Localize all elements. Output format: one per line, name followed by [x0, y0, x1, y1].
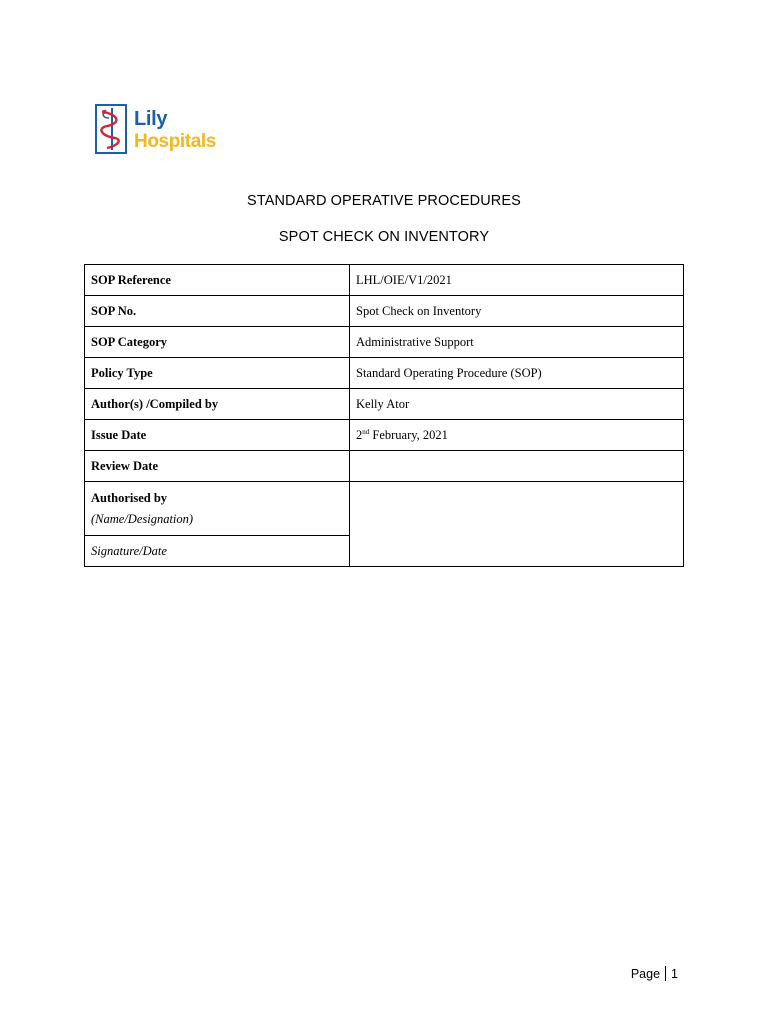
table-row [85, 451, 684, 482]
row-value: Spot Check on Inventory [350, 296, 684, 327]
authorised-cell [85, 482, 350, 536]
table-row [85, 327, 684, 358]
authorised-sublabel: (Name/Designation) [91, 511, 194, 526]
issue-date-rest: February, 2021 [369, 427, 448, 442]
page-footer [631, 966, 678, 981]
caduceus-logo-icon [95, 104, 127, 154]
row-label: Policy Type [85, 358, 350, 389]
row-label: Author(s) /Compiled by [85, 389, 350, 420]
issue-date-day: 2 [356, 427, 363, 442]
table-row [85, 358, 684, 389]
row-label: SOP Category [85, 327, 350, 358]
page-number: 1 [671, 967, 678, 981]
document-subtitle: SPOT CHECK ON INVENTORY [278, 229, 490, 245]
row-label: SOP No. [85, 296, 350, 327]
row-value: Administrative Support [350, 327, 684, 358]
logo-text-hospitals: Hospitals [134, 131, 216, 152]
page-label: Page [630, 967, 661, 981]
table-row [85, 296, 684, 327]
issue-date-suffix: nd [362, 427, 370, 436]
authorised-label: Authorised by [91, 490, 168, 505]
row-label: Review Date [85, 451, 350, 482]
row-label: Issue Date [85, 420, 350, 451]
row-value: Kelly Ator [350, 389, 684, 420]
hospital-logo [94, 102, 218, 158]
table-row [85, 389, 684, 420]
row-value [350, 451, 684, 482]
document-title: STANDARD OPERATIVE PROCEDURES [247, 193, 521, 209]
row-value: Standard Operating Procedure (SOP) [350, 358, 684, 389]
row-value: LHL/OIE/V1/2021 [350, 265, 684, 296]
signature-label: Signature/Date [85, 536, 350, 567]
page-separator [665, 966, 666, 981]
row-label: SOP Reference [85, 265, 350, 296]
authorised-row [85, 482, 684, 536]
table-row [85, 420, 684, 451]
logo-text-lily: Lily [134, 108, 168, 130]
authorised-value [350, 482, 684, 567]
issue-date-value [350, 420, 684, 451]
sop-details-table [84, 264, 684, 567]
table-row [85, 265, 684, 296]
